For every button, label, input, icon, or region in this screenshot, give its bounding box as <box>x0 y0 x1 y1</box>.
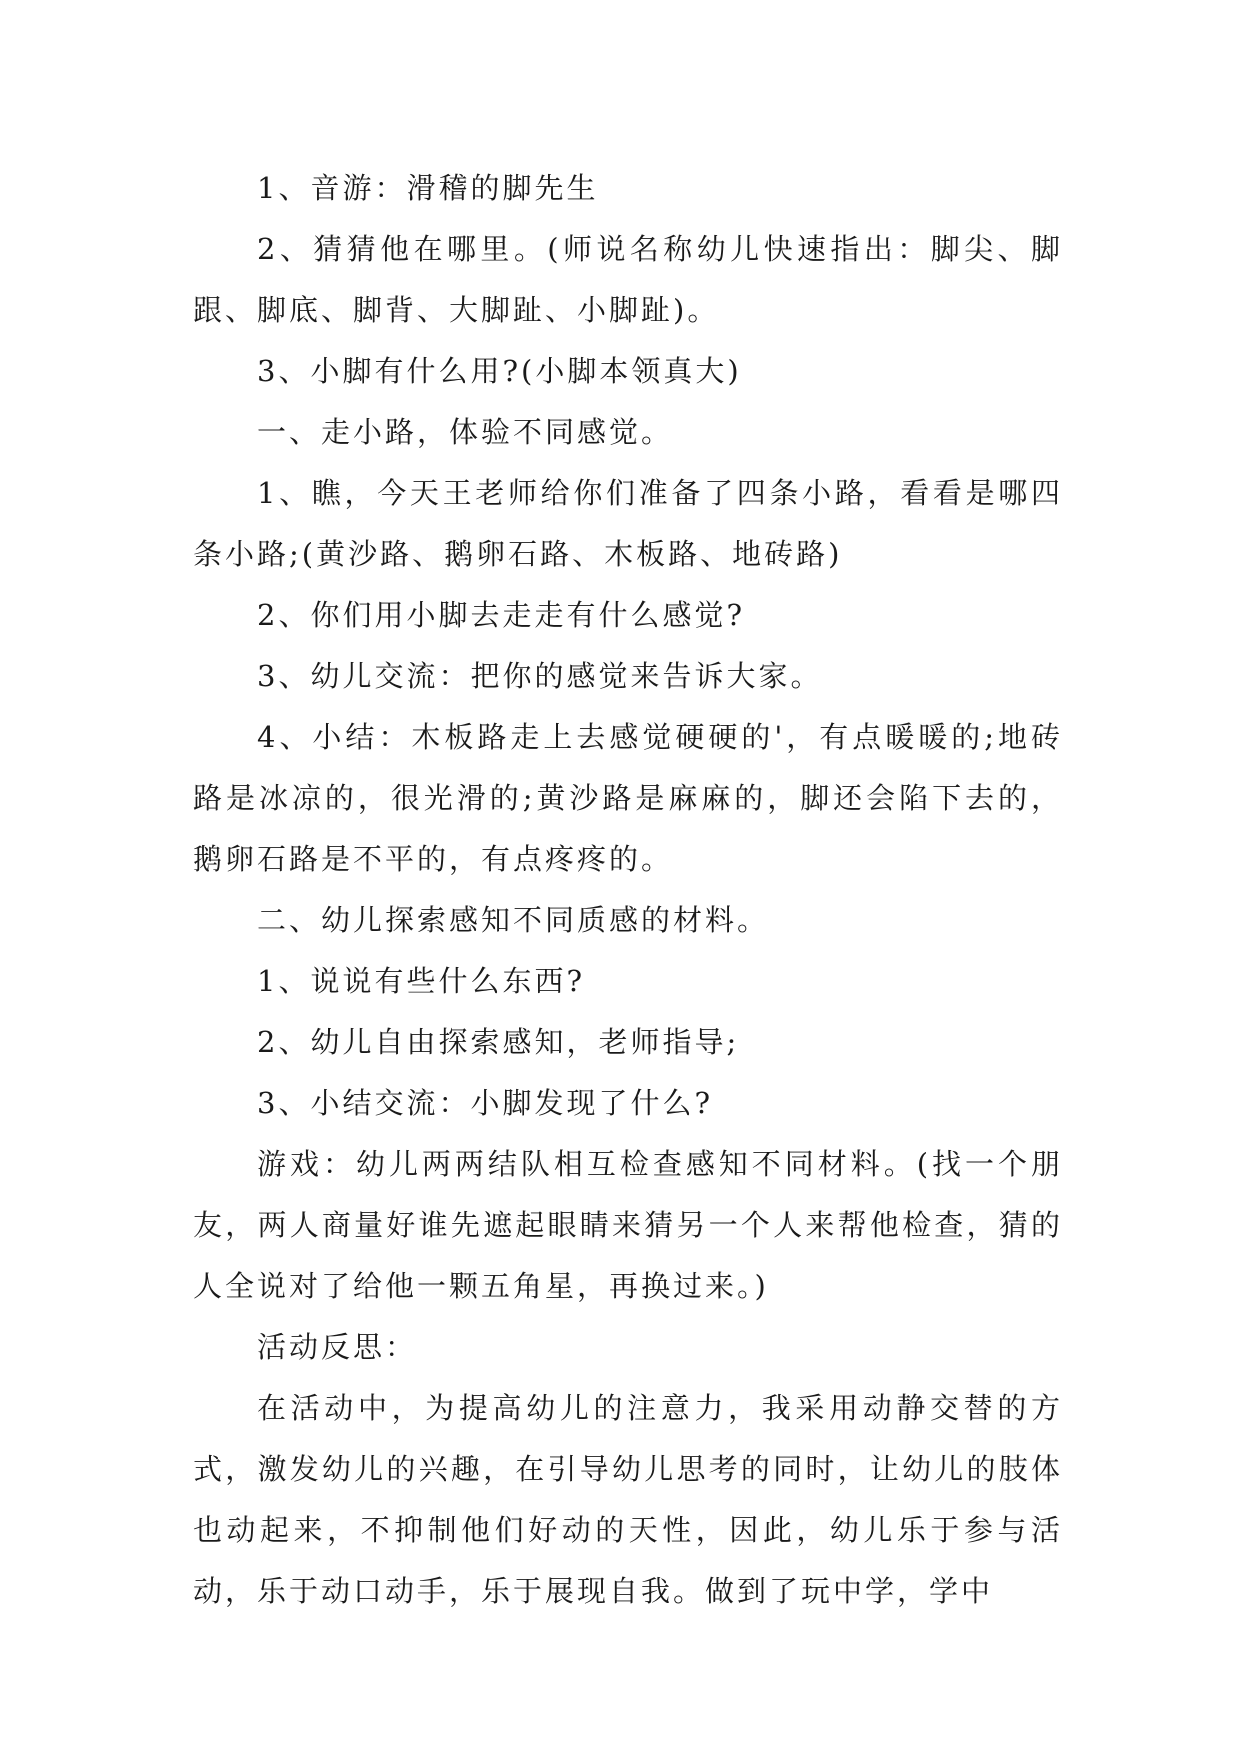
section-heading: 二、幼儿探索感知不同质感的材料。 <box>257 903 770 937</box>
paragraph: 游戏：幼儿两两结队相互检查感知不同材料。(找一个朋友，两人商量好谁先遮起眼睛来猜另一个人来帮他检查，猜的人全说对了给他一颗五角星，再换过来。) <box>193 1147 1063 1303</box>
paragraph: 1、音游：滑稽的脚先生 <box>257 171 599 205</box>
paragraph: 3、小脚有什么用?(小脚本领真大) <box>257 354 742 388</box>
paragraph: 3、小结交流：小脚发现了什么? <box>257 1086 713 1120</box>
paragraph: 1、瞧，今天王老师给你们准备了四条小路，看看是哪四条小路;(黄沙路、鹅卵石路、木板路、地砖路) <box>193 476 1063 571</box>
paragraph: 2、你们用小脚去走走有什么感觉? <box>257 598 745 632</box>
paragraph: 4、小结：木板路走上去感觉硬硬的'，有点暖暖的;地砖路是冰凉的，很光滑的;黄沙路是麻麻的，脚还会陷下去的，鹅卵石路是不平的，有点疼疼的。 <box>193 720 1063 876</box>
paragraph: 3、幼儿交流：把你的感觉来告诉大家。 <box>257 659 823 693</box>
paragraph: 1、说说有些什么东西? <box>257 964 585 998</box>
section-heading: 一、走小路，体验不同感觉。 <box>257 415 674 449</box>
section-heading: 活动反思： <box>257 1330 418 1364</box>
document-body <box>193 158 1063 1622</box>
paragraph: 2、幼儿自由探索感知，老师指导; <box>257 1025 740 1059</box>
paragraph: 2、猜猜他在哪里。(师说名称幼儿快速指出：脚尖、脚跟、脚底、脚背、大脚趾、小脚趾)。 <box>193 232 1063 327</box>
paragraph: 在活动中，为提高幼儿的注意力，我采用动静交替的方式，激发幼儿的兴趣，在引导幼儿思考的同时，让幼儿的肢体也动起来，不抑制他们好动的天性，因此，幼儿乐于参与活动，乐于动口动手，乐于展现自我。做到了玩中学，学中 <box>193 1391 1063 1608</box>
